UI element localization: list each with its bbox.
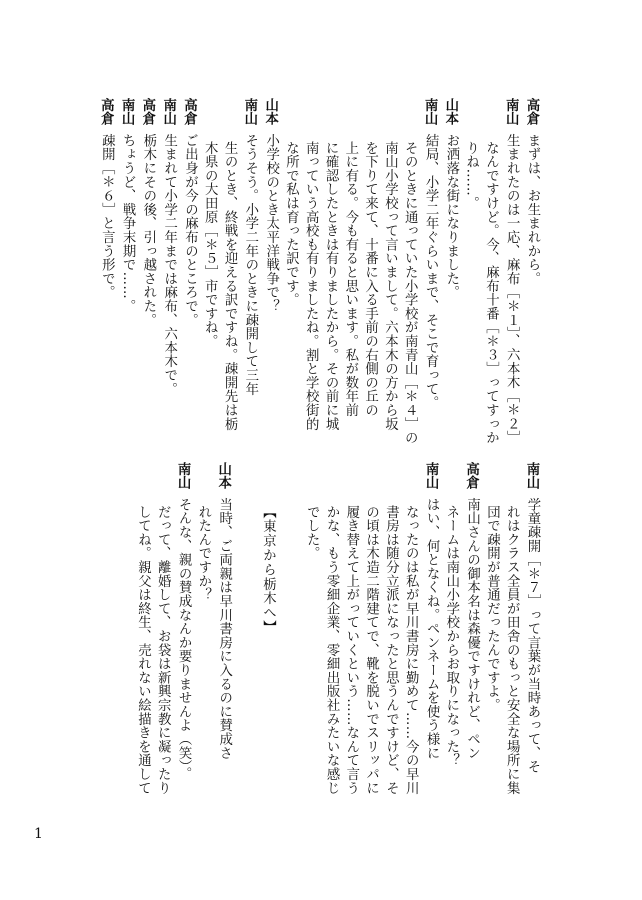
utterance: 南山さんの御本名は森優ですけれど、ペン <box>464 497 480 760</box>
dialogue-line <box>152 462 172 802</box>
utterance: 南っていう高校も有りましたね。割と学校街的 <box>303 140 319 431</box>
utterance: 南山小学校って言いまして。六本木の方から坂 <box>382 140 398 431</box>
dialogue-line <box>116 98 137 438</box>
utterance: そうそう。小学二年のときに疎開して三年 <box>242 133 258 396</box>
speaker-name: 山本 <box>442 98 459 126</box>
utterance: 小学校のとき太平洋戦争で？ <box>263 133 279 314</box>
utterance: 団で疎開が普通だったんですよ。 <box>484 504 500 712</box>
utterance: まずは、お生まれから。 <box>525 133 540 286</box>
utterance: そんな、親の賛成なんか要りませんよ（笑）。 <box>176 497 192 781</box>
dialogue-line <box>521 462 542 802</box>
speaker-name: 南山 <box>503 98 520 126</box>
speaker-name: 南山 <box>422 98 439 126</box>
utterance: してね。親父は終生、売れない絵描きを通して <box>135 504 151 795</box>
speaker-name: 南山 <box>119 98 136 126</box>
utterance: に確認したときは有りましたから。その前に城 <box>323 140 339 431</box>
utterance: はい、何となくね。ペンネームを使う様に <box>424 497 440 760</box>
dialogue-line <box>500 98 521 445</box>
speaker-name: 高倉 <box>463 462 480 490</box>
utterance: 生まれて小学二年までは麻布、六本木で。 <box>161 133 177 396</box>
dialogue-line <box>179 98 200 438</box>
dialogue-line <box>461 98 481 438</box>
dialogue-line <box>419 98 440 438</box>
dialogue-line <box>239 98 260 438</box>
dialogue-line <box>213 462 234 802</box>
dialogue-line <box>193 462 213 802</box>
dialogue-line <box>380 98 400 438</box>
dialogue-line <box>133 462 153 802</box>
speaker-name: 南山 <box>423 462 440 490</box>
page-number: 1 <box>34 826 43 842</box>
dialogue-line <box>361 462 381 802</box>
utterance: でした。 <box>304 504 320 561</box>
speaker-name: 高倉 <box>139 98 156 126</box>
dialogue-line <box>341 462 361 802</box>
speaker-name: 南山 <box>241 98 258 126</box>
dialogue-line <box>481 98 501 445</box>
dialogue-line <box>399 98 419 445</box>
utterance: だって、離婚して、お袋は新興宗教に凝ったり <box>155 504 171 795</box>
dialogue-line <box>301 462 321 802</box>
dialogue-line <box>482 462 502 802</box>
utterance: 生のとき、終戦を迎える訳ですね。疎開先は栃 <box>222 140 238 431</box>
dialogue-line <box>320 98 340 438</box>
speaker-name: 山本 <box>215 462 232 490</box>
utterance: ネームは南山小学校からお取りになった？ <box>443 504 459 768</box>
dialogue-line <box>340 98 360 438</box>
utterance: 疎開［＊６］と言う形で。 <box>99 133 115 300</box>
dialogue-line <box>199 98 219 438</box>
dialogue-line <box>461 462 482 802</box>
utterance: かな、もう零細企業、零細出版社みたいな感じ <box>324 504 340 795</box>
dialogue-line <box>441 462 461 802</box>
dialogue-line <box>137 98 158 438</box>
speaker-name: 山本 <box>262 98 279 126</box>
utterance: ご出身が今の麻布のところで。 <box>182 133 198 327</box>
utterance: 当時、ご両親は早川書房に入るのに賛成さ <box>216 497 232 760</box>
utterance: れたんですか？ <box>195 504 211 602</box>
dialogue-column-bottom <box>133 462 542 802</box>
utterance: 書房は随分立派になったと思うんですけど、そ <box>383 504 399 795</box>
speaker-name: 高倉 <box>98 98 115 126</box>
dialogue-line <box>281 98 301 438</box>
dialogue-line <box>360 98 380 438</box>
speaker-name: 南山 <box>175 462 192 490</box>
dialogue-line <box>260 98 281 438</box>
utterance: の頃は木造二階建てで、靴を脱いでスリッパに <box>363 504 379 795</box>
utterance: 結局、小学二年ぐらいまで、そこで育って。 <box>423 133 439 410</box>
dialogue-line <box>521 98 542 438</box>
dialogue-line <box>95 98 116 438</box>
utterance: 生まれたのは一応、麻布［＊１］、六本木［＊２］ <box>504 133 520 445</box>
speaker-name: 南山 <box>524 462 540 490</box>
utterance: 学童疎開［＊７］って言葉が当時あって、そ <box>525 497 540 774</box>
utterance: を下りて来て、十番に入る手前の右側の丘の <box>362 140 378 417</box>
utterance: なんですけど。今、麻布十番［＊３］ってすっか <box>483 140 499 445</box>
speaker-name: 高倉 <box>524 98 540 126</box>
utterance: れはクラス全員が田舎のもっと安全な場所に集 <box>504 504 520 795</box>
dialogue-line <box>501 462 521 802</box>
utterance: ちょうど、戦争末期で……。 <box>120 133 136 314</box>
dialogue-line <box>158 98 179 438</box>
speaker-name: 高倉 <box>181 98 198 126</box>
dialogue-line <box>321 462 341 802</box>
utterance: 栃木にその後、引っ越された。 <box>140 133 156 327</box>
utterance: 木県の大田原［＊５］市ですね。 <box>202 140 218 348</box>
dialogue-line <box>381 462 401 802</box>
utterance: な所で私は育った訳です。 <box>283 140 299 307</box>
utterance: 履き替えて上がっていくという……なんて言う <box>343 504 359 795</box>
dialogue-line <box>400 462 420 802</box>
section-heading <box>258 462 278 802</box>
dialogue-line <box>172 462 193 802</box>
utterance: 上に有る。今も有ると思います。私が数年前 <box>342 140 358 417</box>
dialogue-line <box>420 462 441 802</box>
utterance: お洒落な街になりました。 <box>443 133 459 300</box>
utterance: なったのは私が早川書房に勤めて……今の早川 <box>403 504 419 795</box>
dialogue-line <box>219 98 239 438</box>
dialogue-line <box>300 98 320 438</box>
utterance: そのときに通っていた小学校が南青山［＊４］の <box>402 140 418 445</box>
dialogue-column-top <box>95 98 542 445</box>
section-heading-text: 【東京から栃木へ】 <box>260 504 276 635</box>
dialogue-line <box>440 98 461 438</box>
utterance: りね……。 <box>463 140 479 210</box>
speaker-name: 南山 <box>160 98 177 126</box>
